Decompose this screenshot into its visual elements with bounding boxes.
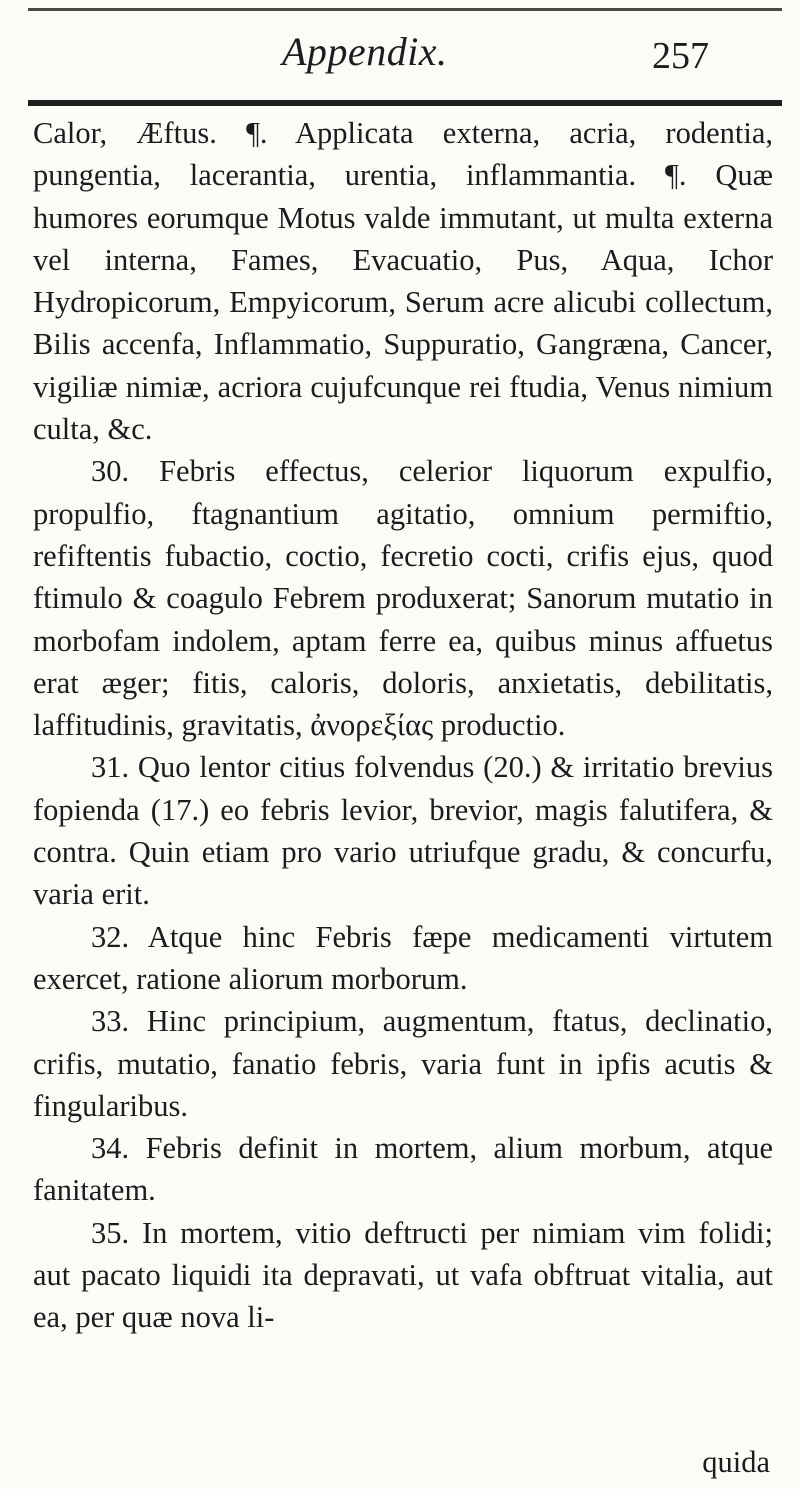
paragraph-33: 33. Hinc principium, augmentum, ftatus, declinatio, crifis, mutatio, fanatio febris, varia funt in ipfis acutis & fingularibus. bbox=[33, 1004, 773, 1123]
running-head: Appendix. bbox=[282, 29, 448, 74]
paragraph-34: 34. Febris definit in mortem, alium morbum, atque fanitatem. bbox=[33, 1131, 773, 1208]
page-header bbox=[0, 28, 800, 88]
header-rule bbox=[28, 100, 782, 106]
paragraph-35: 35. In mortem, vitio deftructi per nimiam vim folidi; aut pacato liquidi ita depravati, ut vafa obftruat vitalia, aut ea, per quæ nova li- bbox=[33, 1215, 773, 1335]
paragraph-calor: Calor, Æftus. ¶. Applicata externa, acria, rodentia, pungentia, lacerantia, urentia, inflammantia. ¶. Quæ humores eorumque Motus valde immutant, ut multa externa vel interna, Fames, Evacuatio, Pus, Aqua, Ichor Hydropicorum, Empyicorum, Serum acre alicubi collectum, Bilis accenfa, Inflammatio, Suppuratio, Gangræna, Cancer, vigiliæ nimiæ, acriora cujufcunque rei ftudia, Venus nimium culta, &c. bbox=[33, 116, 773, 447]
page-number: 257 bbox=[652, 35, 709, 77]
catchword: quida bbox=[702, 1445, 770, 1479]
paragraph-30: 30. Febris effectus, celerior liquorum expulfio, propulfio, ftagnantium agitatio, omnium permiftio, refiftentis fubactio, coctio, fecretio cocti, crifis ejus, quod ftimulo & coagulo Febrem produxerat; Sanorum mutatio in morbofam indolem, aptam ferre ea, quibus minus affuetus erat æger; fitis, caloris, doloris, anxietatis, debilitatis, laffitudinis, gravitatis, ἀνορεξίας productio. bbox=[33, 454, 773, 743]
paragraph-32: 32. Atque hinc Febris fæpe medicamenti virtutem exercet, ratione aliorum morborum. bbox=[33, 919, 773, 996]
top-border-rule bbox=[28, 8, 782, 11]
paragraph-31: 31. Quo lentor citius folvendus (20.) & irritatio brevius fopienda (17.) eo febris levior, brevior, magis falutifera, & contra. Quin etiam pro vario utriufque gradu, & concurfu, varia erit. bbox=[33, 750, 773, 912]
body-text bbox=[33, 112, 773, 1339]
